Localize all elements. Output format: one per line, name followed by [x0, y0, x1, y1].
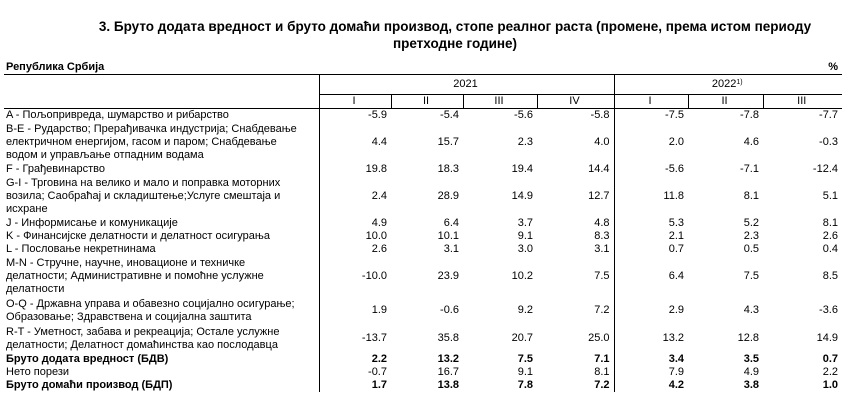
- value-cell: 7.9: [614, 366, 688, 379]
- value-cell: 7.5: [743, 269, 759, 282]
- value-cell: 18.3: [437, 162, 459, 175]
- quarter-header-2022-I: I: [614, 94, 688, 108]
- table-row: [4, 256, 842, 297]
- value-cell: -7.7: [819, 108, 838, 121]
- table-row: [4, 217, 842, 230]
- value-cell: 8.1: [594, 365, 610, 378]
- value-cell: 0.5: [743, 242, 759, 255]
- value-cell: 8.5: [822, 269, 838, 282]
- value-cell: -10.0: [319, 256, 391, 297]
- value-cell: -5.6: [514, 108, 533, 121]
- value-cell: 3.8: [743, 378, 759, 391]
- value-cell: 3.1: [594, 242, 610, 255]
- value-cell: 7.1: [594, 352, 610, 365]
- quarter-header-2021-IV: IV: [537, 94, 614, 108]
- value-cell: 2.3: [743, 229, 759, 242]
- row-label: [4, 256, 319, 297]
- value-cell: 2.2: [319, 353, 391, 366]
- value-cell: 23.9: [437, 269, 459, 282]
- row-label-line: A - Пољопривреда, шумарство и рибарство: [6, 108, 229, 121]
- table-row: [4, 325, 842, 353]
- unit-label: %: [828, 61, 838, 73]
- value-cell: 14.4: [588, 162, 610, 175]
- value-cell: 4.2: [614, 379, 688, 392]
- value-cell: -3.6: [819, 304, 838, 316]
- table-row: [4, 230, 842, 243]
- value-cell: 8.3: [594, 229, 610, 242]
- data-table: [4, 61, 842, 392]
- title-line-1: 3. Бруто додата вредност и бруто домаћи производ, стопе реалног раста (промене, према истом периоду: [98, 19, 812, 34]
- value-cell: 3.7: [517, 216, 533, 229]
- header-country-row: [4, 61, 842, 75]
- value-cell: 6.4: [614, 256, 688, 297]
- value-cell: 12.8: [737, 332, 759, 344]
- value-cell: -0.7: [319, 366, 391, 379]
- quarter-header-2022-III: III: [763, 94, 842, 108]
- row-label-line: F - Грађевинарство: [6, 162, 105, 175]
- table-row: [4, 163, 842, 176]
- quarter-header-2021-III: III: [463, 94, 537, 108]
- value-cell: -7.8: [740, 108, 759, 121]
- value-cell: 1.9: [319, 297, 391, 325]
- value-cell: 3.1: [443, 242, 459, 255]
- value-cell: 12.7: [588, 189, 610, 202]
- year-2021: 2021: [319, 75, 614, 95]
- table-row: [4, 176, 842, 217]
- table-row: [4, 379, 842, 392]
- value-cell: 4.9: [319, 217, 391, 230]
- table-row: [4, 243, 842, 256]
- row-label: [4, 379, 319, 392]
- table-row: [4, 353, 842, 366]
- row-label-line: возила; Саобраћај и складиштење;Услуге смештаја и: [6, 189, 281, 202]
- row-label: [4, 176, 319, 217]
- row-label: [4, 325, 319, 353]
- value-cell: 19.8: [319, 163, 391, 176]
- value-cell: 10.1: [437, 229, 459, 242]
- row-label: [4, 243, 319, 256]
- row-label-line: K - Финансијске делатности и делатност осигурања: [6, 229, 270, 242]
- value-cell: 2.3: [517, 135, 533, 148]
- value-cell: 4.4: [319, 122, 391, 163]
- value-cell: 4.9: [743, 365, 759, 378]
- quarter-header-2021-II: II: [391, 94, 463, 108]
- value-cell: 5.1: [822, 189, 838, 202]
- value-cell: 14.9: [816, 332, 838, 344]
- row-label: [4, 108, 319, 122]
- value-cell: 16.7: [437, 365, 459, 378]
- value-cell: -5.9: [319, 108, 391, 122]
- value-cell: 4.0: [594, 135, 610, 148]
- value-cell: 35.8: [437, 332, 459, 344]
- value-cell: 7.5: [517, 352, 533, 365]
- value-cell: -7.5: [614, 108, 688, 122]
- value-cell: 1.7: [319, 379, 391, 392]
- value-cell: 2.2: [822, 365, 838, 378]
- row-label: [4, 366, 319, 379]
- table-row: [4, 366, 842, 379]
- value-cell: -5.8: [590, 108, 610, 121]
- row-label: [4, 217, 319, 230]
- value-cell: 2.0: [614, 122, 688, 163]
- row-label-line: Нето порези: [6, 365, 70, 378]
- value-cell: 5.3: [614, 217, 688, 230]
- value-cell: 4.8: [594, 216, 610, 229]
- value-cell: 10.0: [319, 230, 391, 243]
- table-title: [60, 18, 850, 52]
- value-cell: 3.0: [517, 242, 533, 255]
- row-label-line: електричном енергијом, гасом и паром; Снабдевање: [6, 135, 277, 148]
- value-cell: 2.1: [614, 230, 688, 243]
- year-2022-footnote: 1): [736, 78, 743, 86]
- row-label-line: Бруто додата вредност (БДВ): [6, 352, 169, 365]
- value-cell: 8.1: [822, 216, 838, 229]
- row-label: [4, 230, 319, 243]
- header-quarter-row: [4, 94, 842, 108]
- row-label-line: R-T - Уметност, забава и рекреација; Остале услужне: [6, 325, 280, 338]
- quarter-header-2022-II: II: [688, 94, 763, 108]
- value-cell: -12.4: [812, 162, 838, 175]
- value-cell: 4.3: [743, 304, 759, 316]
- row-label-line: L - Пословање некретнинама: [6, 242, 156, 255]
- value-cell: 1.0: [822, 378, 838, 391]
- value-cell: 13.8: [437, 378, 459, 391]
- value-cell: 7.8: [517, 378, 533, 391]
- value-cell: 7.5: [594, 269, 610, 282]
- year-2022: [614, 75, 842, 95]
- row-label-line: G-I - Трговина на велико и мало и поправка моторних: [6, 176, 281, 189]
- row-label-line: делатности; Административне и помоћне услужне: [6, 269, 264, 282]
- value-cell: -7.1: [740, 162, 759, 175]
- table-body: [4, 108, 842, 392]
- table-row: [4, 108, 842, 122]
- value-cell: 0.7: [822, 352, 838, 365]
- value-cell: 25.0: [588, 332, 610, 344]
- row-label-line: O-Q - Државна управа и обавезно социјално осигурање;: [6, 297, 295, 310]
- row-label: [4, 297, 319, 325]
- value-cell: 11.8: [614, 176, 688, 217]
- value-cell: -13.7: [319, 325, 391, 353]
- quarter-header-2021-I: I: [319, 94, 391, 108]
- value-cell: 9.1: [517, 365, 533, 378]
- row-label-line: Бруто домаћи производ (БДП): [6, 378, 173, 391]
- value-cell: 4.6: [743, 135, 759, 148]
- header-year-row: [4, 75, 842, 95]
- value-cell: 19.4: [511, 162, 533, 175]
- value-cell: 6.4: [443, 216, 459, 229]
- value-cell: 0.7: [614, 243, 688, 256]
- value-cell: 2.6: [319, 243, 391, 256]
- value-cell: 2.4: [319, 176, 391, 217]
- value-cell: 0.4: [822, 242, 838, 255]
- value-cell: -5.4: [440, 108, 459, 121]
- row-label-line: Образовање; Здравствена и социјална заштита: [6, 310, 252, 323]
- row-label-line: водом и управљање отпадним водама: [6, 148, 204, 161]
- value-cell: -5.6: [614, 163, 688, 176]
- value-cell: 13.2: [437, 352, 459, 365]
- value-cell: 3.5: [743, 352, 759, 365]
- value-cell: 10.2: [511, 269, 533, 282]
- value-cell: 2.6: [822, 229, 838, 242]
- row-label-line: исхране: [6, 202, 48, 215]
- value-cell: 15.7: [437, 135, 459, 148]
- table-row: [4, 122, 842, 163]
- year-2022-label: 2022: [711, 77, 737, 90]
- value-cell: 28.9: [437, 189, 459, 202]
- row-label-line: делатности: [6, 282, 65, 295]
- row-label-line: J - Информисање и комуникације: [6, 216, 178, 229]
- value-cell: -0.6: [440, 304, 459, 316]
- value-cell: 20.7: [511, 332, 533, 344]
- value-cell: 9.1: [517, 229, 533, 242]
- row-label: [4, 353, 319, 366]
- country-label: Република Србија: [4, 61, 319, 75]
- row-label: [4, 163, 319, 176]
- title-line-2: претходне године): [392, 36, 518, 51]
- row-label: [4, 122, 319, 163]
- value-cell: 9.2: [517, 304, 533, 316]
- value-cell: 2.9: [614, 297, 688, 325]
- value-cell: -0.3: [819, 135, 838, 148]
- value-cell: 7.2: [594, 304, 610, 316]
- row-label-line: M-N - Стручне, научне, иновационе и техничке: [6, 256, 246, 269]
- table-row: [4, 297, 842, 325]
- value-cell: 8.1: [743, 189, 759, 202]
- row-label-line: B-E - Рударство; Прерађивачка индустрија; Снабдевање: [6, 122, 297, 135]
- row-label-line: делатности; Делатност домаћинства као послодавца: [6, 338, 278, 351]
- value-cell: 3.4: [614, 353, 688, 366]
- value-cell: 13.2: [614, 325, 688, 353]
- value-cell: 7.2: [594, 378, 610, 391]
- value-cell: 14.9: [511, 189, 533, 202]
- value-cell: 5.2: [743, 216, 759, 229]
